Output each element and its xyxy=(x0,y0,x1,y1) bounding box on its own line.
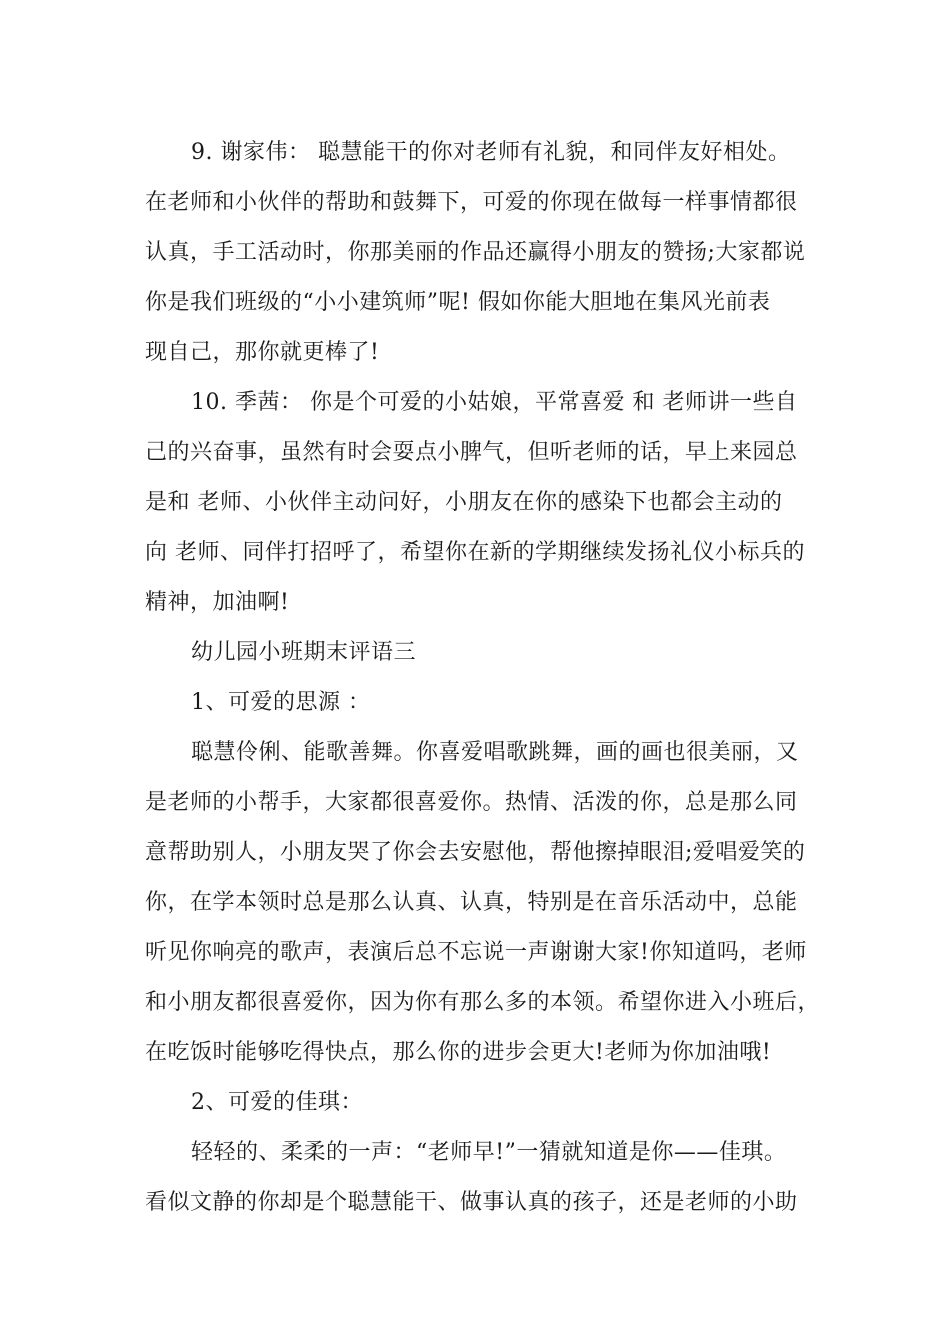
paragraph-line: 10. 季茜： 你是个可爱的小姑娘，平常喜爱 和 老师讲一些自 xyxy=(191,390,798,415)
section-heading: 幼儿园小班期末评语三 xyxy=(191,640,417,665)
paragraph-line: 在老师和小伙伴的帮助和鼓舞下，可爱的你现在做每一样事情都很 xyxy=(145,190,798,215)
paragraph-line: 你，在学本领时总是那么认真、认真，特别是在音乐活动中，总能 xyxy=(145,890,798,915)
paragraph-line: 9. 谢家伟： 聪慧能干的你对老师有礼貌，和同伴友好相处。 xyxy=(191,140,791,165)
paragraph-line: 轻轻的、柔柔的一声：“老师早!”一猜就知道是你——佳琪。 xyxy=(191,1140,787,1165)
paragraph-line: 你是我们班级的“小小建筑师”呢! 假如你能大胆地在集风光前表 xyxy=(145,290,771,315)
paragraph-line: 向 老师、同伴打招呼了，希望你在新的学期继续发扬礼仪小标兵的 xyxy=(145,540,805,565)
paragraph-line: 听见你响亮的歌声，表演后总不忘说一声谢谢大家!你知道吗，老师 xyxy=(145,940,807,965)
paragraph-line: 己的兴奋事，虽然有时会耍点小脾气，但听老师的话，早上来园总 xyxy=(145,440,798,465)
paragraph-line: 现自己，那你就更棒了! xyxy=(145,340,380,365)
paragraph-line: 聪慧伶俐、能歌善舞。你喜爱唱歌跳舞，画的画也很美丽，又 xyxy=(191,740,799,765)
paragraph-line: 和小朋友都很喜爱你，因为你有那么多的本领。希望你进入小班后， xyxy=(145,990,821,1015)
paragraph-line: 意帮助别人，小朋友哭了你会去安慰他，帮他擦掉眼泪;爱唱爱笑的 xyxy=(145,840,806,865)
paragraph-line: 看似文静的你却是个聪慧能干、做事认真的孩子，还是老师的小助 xyxy=(145,1190,798,1215)
item-heading: 1、可爱的思源 ： xyxy=(191,690,371,715)
document-body xyxy=(145,128,825,1228)
paragraph-line: 在吃饭时能够吃得快点，那么你的进步会更大!老师为你加油哦! xyxy=(145,1040,772,1065)
paragraph-line: 是和 老师、小伙伴主动问好，小朋友在你的感染下也都会主动的 xyxy=(145,490,783,515)
paragraph-line: 是老师的小帮手，大家都很喜爱你。热情、活泼的你，总是那么同 xyxy=(145,790,798,815)
item-heading: 2、可爱的佳琪： xyxy=(191,1090,363,1115)
paragraph-line: 精神，加油啊! xyxy=(145,590,290,615)
paragraph-line: 认真，手工活动时，你那美丽的作品还赢得小朋友的赞扬;大家都说 xyxy=(145,240,806,265)
